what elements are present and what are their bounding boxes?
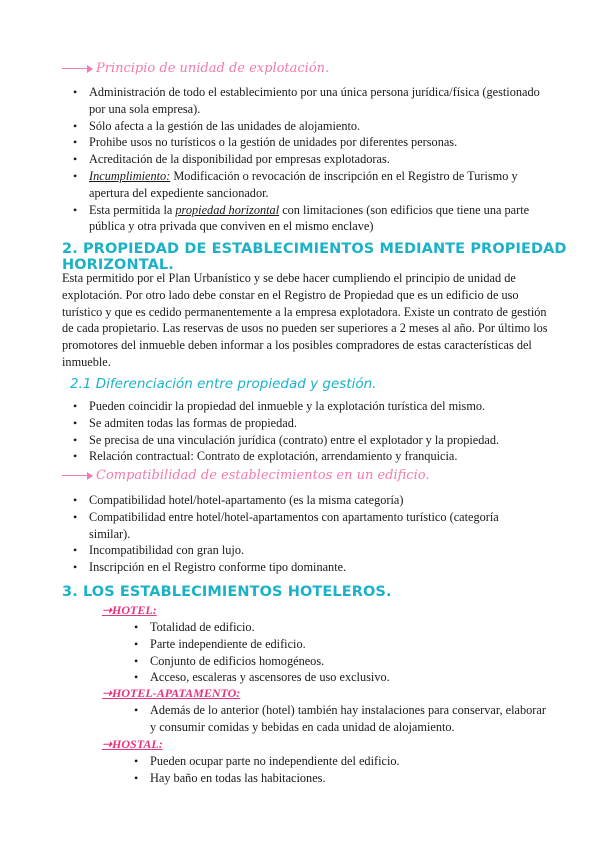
list-item: • Hay baño en todas las habitaciones. [131, 770, 551, 787]
list-item: • Además de lo anterior (hotel) también hay instalaciones para conservar, elaborar y consumir comidas y bebidas en cada unidad de alojamiento. [131, 702, 551, 736]
list-item: • Acceso, escaleras y ascensores de uso exclusivo. [131, 669, 551, 686]
list-item: • Prohibe usos no turísticos o la gestión de unidades por diferentes personas. [70, 134, 550, 151]
section-2-1-heading: 2.1 Diferenciación entre propiedad y gestión. [70, 376, 377, 392]
list-item: • Compatibilidad entre hotel/hotel-apartamentos con apartamento turístico (categoría similar). [70, 509, 510, 543]
list-item: • Incompatibilidad con gran lujo. [70, 542, 510, 559]
incumplimiento-text: Modificación o revocación de inscripción en el Registro de Turismo y apertura del expediente sancionador. [89, 168, 518, 200]
list-item [70, 168, 550, 202]
list-item: • Pueden ocupar parte no independiente del edificio. [131, 753, 551, 770]
hotel-apartamento-list [131, 702, 551, 736]
list-item: • Parte independiente de edificio. [131, 636, 551, 653]
principle-heading [62, 61, 329, 76]
hotel-apartamento-label: ➝HOTEL-APATAMENTO: [102, 686, 241, 700]
compatibility-heading-text: Compatibilidad de establecimientos en un edificio. [96, 468, 430, 483]
hostal-label: ➝HOSTAL: [102, 737, 163, 751]
hotel-list [131, 619, 551, 686]
section-2-heading: 2. PROPIEDAD DE ESTABLECIMIENTOS MEDIANTE PROPIEDAD HORIZONTAL. [62, 241, 567, 273]
principle-heading-text: Principio de unidad de explotación. [96, 61, 330, 76]
list-item: • Pueden coincidir la propiedad del inmueble y la explotación turística del mismo. [70, 398, 550, 415]
list-item: • Compatibilidad hotel/hotel-apartamento (es la misma categoría) [70, 492, 510, 509]
differentiation-list [70, 398, 550, 465]
list-item [70, 202, 550, 236]
list-item: • Se precisa de una vinculación jurídica (contrato) entre el explotador y la propiedad. [70, 432, 550, 449]
list-item: • Inscripción en el Registro conforme tipo dominante. [70, 559, 510, 576]
arrow-right-icon [62, 475, 92, 476]
list-item: • Totalidad de edificio. [131, 619, 551, 636]
principle-list [70, 84, 550, 235]
section-2-paragraph: Esta permitido por el Plan Urbanístico y se debe hacer cumpliendo el principio de unidad de explotación. Por otro lado debe constar en el Registro de Propiedad que es un edificio de uso turístico y que es cedido permanentemente a la empresa explotadora. Existe un contrato de gestión de cada propietario. Las reservas de usos no pueden ser superiores a 2 meses al año. Por último los promotores del inmueble deben informar a los posibles compradores de estas características del inmueble. [62, 271, 548, 369]
list-item: • Acreditación de la disponibilidad por empresas explotadoras. [70, 151, 550, 168]
list-item: • Se admiten todas las formas de propiedad. [70, 415, 550, 432]
list-item: • Conjunto de edificios homogéneos. [131, 653, 551, 670]
list-item-text: Esta permitida la [89, 202, 176, 217]
section-3-heading: 3. LOS ESTABLECIMIENTOS HOTELEROS. [62, 584, 392, 600]
hostal-list [131, 753, 551, 787]
list-item: • Administración de todo el establecimiento por una única persona jurídica/física (gestionado por una sola empresa). [70, 84, 550, 118]
compatibility-heading [62, 468, 429, 483]
list-item: • Relación contractual: Contrato de explotación, arrendamiento y franquicia. [70, 448, 550, 465]
compatibility-list [70, 492, 510, 576]
arrow-right-icon [62, 68, 92, 69]
propiedad-horizontal-emphasis: propiedad horizontal [175, 202, 280, 217]
incumplimiento-label: Incumplimiento: [89, 168, 171, 183]
list-item: • Sólo afecta a la gestión de las unidades de alojamiento. [70, 118, 550, 135]
hotel-label: ➝HOTEL: [102, 603, 157, 617]
list-item-text: con limitaciones (son edificios que tiene una parte pública y otra privada que conviven en el mismo enclave) [89, 202, 530, 234]
